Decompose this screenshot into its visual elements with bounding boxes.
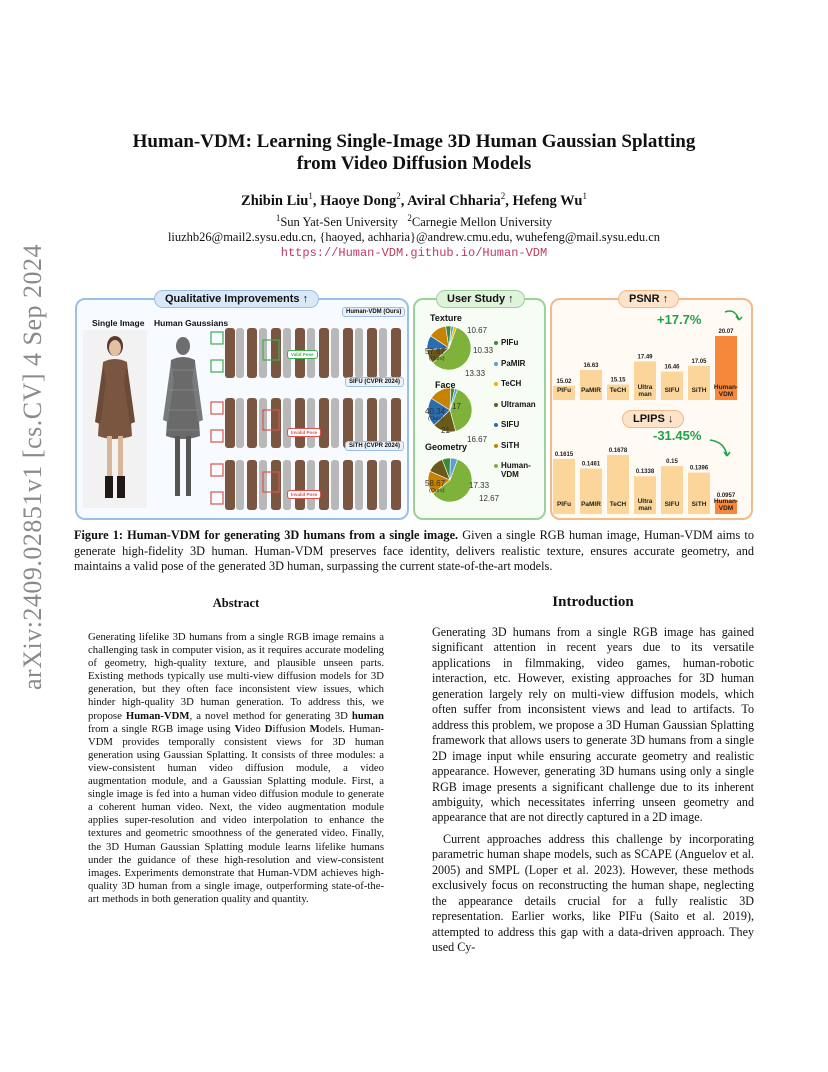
pie-value-label: 12.67 — [479, 494, 500, 503]
bar-category-label: PaMIR — [581, 387, 601, 394]
bar-value-label: 0.15 — [666, 459, 678, 466]
legend-item: PaMIR — [494, 359, 536, 380]
bar-category-label: VDM — [718, 505, 734, 512]
bar-category-label: TeCH — [609, 501, 627, 508]
bar-category-label: SiTH — [691, 387, 707, 394]
bar-category-label: man — [638, 391, 652, 398]
bar-category-label: man — [638, 505, 652, 512]
bar — [688, 366, 710, 400]
pie-ours-value: 57.67 — [425, 347, 446, 356]
project-url-link[interactable]: https://Human-VDM.github.io/Human-VDM — [280, 246, 548, 260]
psnr-improvement: +17.7% — [657, 312, 702, 327]
legend-item: TeCH — [494, 379, 536, 400]
legend-item: PIFu — [494, 338, 536, 359]
row-label-sifu: SIFU (CVPR 2024) — [345, 377, 404, 387]
invalid-pose-callout: Invalid Pose — [287, 490, 321, 499]
lpips-header: LPIPS ↓ — [622, 410, 684, 428]
introduction-text — [432, 625, 754, 956]
intro-paragraph: Generating 3D humans from a single RGB image has gained significant attention in recent years due to its versatile applications in filmmaking, video games, human-robotic interaction, etc. However, existing approaches for 3D human generation largely rely on multi-view diffusion models, which often suffer from inconsistent views and lead to artifacts. To address this problem, we propose a 3D Human Gaussian Splatting framework that allows users to generate 3D humans from a single 2D image input while ensuring accurate geometry and realistic appearance. However, generating 3D humans using only a single RGB image presents a significant challenge due to its inherent ambiguity, which necessitates inferring unseen geometry and appearance that are not directly captured in a 2D image. — [432, 625, 754, 825]
pie-value-label: 17 — [452, 402, 461, 411]
bar-value-label: 20.07 — [718, 329, 734, 335]
legend-dot — [494, 341, 498, 345]
lpips-improvement: -31.45% — [653, 428, 702, 443]
bar-value-label: 0.1396 — [689, 465, 709, 472]
paper-title: Human-VDM: Learning Single-Image 3D Human Gaussian Splatting from Video Diffusion Models — [132, 131, 696, 174]
teaser-figure — [75, 290, 753, 520]
bar-category-label: Ultra — [637, 498, 653, 505]
introduction-heading: Introduction — [552, 594, 634, 610]
pie-ours-value: 58.67 — [425, 479, 446, 488]
legend-dot — [494, 423, 498, 427]
pie-title-texture: Texture — [430, 313, 462, 323]
bar-category-label: Human- — [713, 384, 739, 391]
pie-value-label: 21 — [441, 426, 450, 435]
gaussian-pointcloud-person — [163, 337, 203, 496]
author-emails: liuzhb26@mail2.sysu.edu.cn, {haoyed, achharia}@andrew.cmu.edu, wuhefeng@mail.sysu.edu.cn — [167, 230, 661, 244]
bar-value-label: 15.15 — [610, 377, 626, 384]
bar-value-label: 0.1461 — [581, 461, 601, 468]
bar-category-label: TeCH — [609, 387, 627, 394]
legend-dot — [494, 464, 498, 468]
bar — [661, 372, 683, 400]
affiliations: $^1$Sun Yat-Sen University $^2$Carnegie Mellon University — [275, 213, 553, 230]
row-label-human-vdm: Human-VDM (Ours) — [342, 307, 405, 317]
bar — [580, 370, 602, 400]
bar-category-label: Human- — [713, 498, 739, 505]
pie-value-label: 13.33 — [465, 369, 486, 378]
qualitative-header: Qualitative Improvements ↑ — [154, 290, 319, 308]
bar-value-label: 17.05 — [691, 358, 707, 365]
single-image-label: Single Image — [92, 318, 145, 328]
bar-value-label: 15.02 — [556, 378, 572, 385]
legend-item: SiTH — [494, 441, 536, 462]
pie-title-geometry: Geometry — [425, 442, 468, 452]
pie-value-label: 10.67 — [467, 326, 488, 335]
author-name: Hefeng Wu — [512, 192, 583, 209]
pie-value-label: 10.33 — [473, 346, 494, 355]
user-study-legend — [494, 338, 536, 482]
author-name: Zhibin Liu — [241, 192, 309, 209]
legend-dot — [494, 362, 498, 366]
input-photo-person — [83, 330, 147, 508]
legend-item: Ultraman — [494, 400, 536, 421]
human-gaussians-label: Human Gaussians — [154, 318, 229, 328]
user-study-header: User Study ↑ — [436, 290, 525, 308]
pie-ours-value: 40.34 — [425, 407, 446, 416]
bar-value-label: 16.46 — [664, 364, 680, 371]
bar-category-label: PaMIR — [581, 501, 601, 508]
legend-dot — [494, 444, 498, 448]
legend-dot — [494, 382, 498, 386]
author-name: Haoye Dong — [320, 192, 397, 209]
author-name: Aviral Chharia — [407, 192, 501, 209]
abstract-heading: Abstract — [212, 596, 260, 610]
author-list: Zhibin Liu$^1$, Haoye Dong$^2$, Aviral Chharia$^2$, Hefeng Wu$^1$ — [241, 191, 587, 209]
bar-value-label: 0.1615 — [554, 451, 574, 458]
bar-value-label: 0.1678 — [608, 448, 628, 454]
bar-category-label: PIFu — [556, 387, 572, 394]
legend-item: SIFU — [494, 420, 536, 441]
psnr-header: PSNR ↑ — [618, 290, 679, 308]
bar-category-label: SIFU — [664, 501, 680, 508]
legend-item: Human-VDM — [494, 461, 534, 482]
bar-category-label: SiTH — [691, 501, 707, 508]
bar-category-label: PIFu — [556, 501, 572, 508]
intro-paragraph: Current approaches address this challenge by incorporating parametric human shape models, such as SCAPE (Anguelov et al. 2005) and SMPL (Loper et al. 2023). However, these methods exclusively focus on reconstructing the human shape, neglecting the appearance details crucial for a fully realistic 3D representation. Earlier works, like PIFu (Saito et al. 2019), attempted to address this gap with a data-driven approach. They used Cy- — [432, 831, 754, 955]
bar-value-label: 0.1338 — [635, 469, 655, 476]
bar-value-label: 16.63 — [583, 362, 599, 369]
bar-category-label: Ultra — [637, 384, 653, 391]
pie-title-face: Face — [435, 380, 456, 390]
bar-category-label: SIFU — [664, 387, 680, 394]
pie-value-label: 17.33 — [469, 481, 490, 490]
valid-pose-callout: Valid Pose — [287, 350, 318, 359]
figure-caption: Figure 1: Human-VDM for generating 3D humans from a single image. Given a single RGB human image, Human-VDM aims to generate high-fidelity 3D human. Human-VDM preserves face identity, delivers realistic texture, ensures accurate geometry, and maintains a valid pose of the generated 3D human, surpassing the current state-of-the-art models. — [74, 528, 754, 573]
pie-ours-label: (Ours) — [429, 488, 445, 494]
pie-value-label: 16.67 — [467, 435, 488, 444]
legend-dot — [494, 403, 498, 407]
row-label-sith: SiTH (CVPR 2024) — [345, 441, 404, 451]
psnr-arrow-icon — [725, 311, 739, 320]
pie-ours-label: (Ours) — [429, 356, 445, 362]
invalid-pose-callout: Invalid Pose — [287, 428, 321, 437]
bar-value-label: 0.0957 — [716, 493, 736, 499]
arxiv-identifier: arXiv:2409.02851v1 [cs.CV] 4 Sep 2024 — [18, 243, 47, 691]
bar-category-label: VDM — [718, 391, 734, 398]
pie-ours-label: (Ours) — [428, 416, 444, 422]
bar-value-label: 17.49 — [637, 354, 653, 361]
abstract-text: Generating lifelike 3D humans from a single RGB image remains a challenging task in computer vision, as it requires accurate modeling of geometry, high-quality texture, and plausible unseen parts. Existing methods typically use multi-view diffusion models for 3D generation, but they often face inconsistent view issues, which hinder high-quality 3D human generation. To address this, we propose Human-VDM, a novel method for generating 3D human from a single RGB image using Video Diffusion Models. Human-VDM provides temporally consistent views for 3D human generation using Gaussian Splatting. It consists of three modules: a view-consistent human video diffusion module, a video augmentation module, and a Gaussian Splatting module. First, a single image is fed into a human video diffusion module to generate a coherent human video. Next, the video augmentation module applies super-resolution and video interpolation to enhance the textures and geometric smoothness of the generated video. Finally, the 3D Human Gaussian Splatting module learns lifelike humans under the guidance of these high-resolution and view-consistent images. Experiments demonstrate that Human-VDM achieves high-quality 3D human from a single image, outperforming state-of-the-art methods in both generation quality and quantity. — [88, 631, 384, 905]
